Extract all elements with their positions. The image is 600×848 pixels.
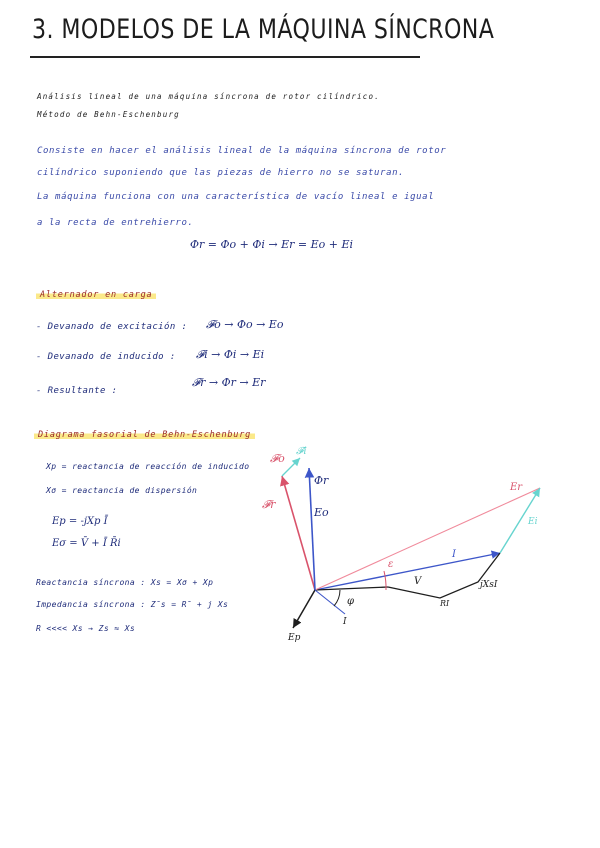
v-label: V <box>414 576 422 587</box>
eo-label: Eo <box>314 506 329 519</box>
ei-label: Ei <box>528 517 538 527</box>
sync-impedance: Impedancia síncrona : Z̄s = R̄ + j Xs <box>36 600 229 609</box>
body-line-4: a la recta de entrehierro. <box>37 218 194 228</box>
def-xsigma: Xσ = reactancia de dispersión <box>46 486 198 495</box>
i-phasor <box>315 590 345 614</box>
epsilon-label: ε <box>388 559 394 570</box>
phi-arc <box>334 590 340 606</box>
flux-equation: Φr = Φo + Φi → Er = Eo + Ei <box>190 238 353 251</box>
ep-label: Ep <box>288 633 301 643</box>
ri-label: RI <box>440 599 450 608</box>
excitation-label: - Devanado de excitación : <box>36 322 188 332</box>
body-line-3: La máquina funciona con una característica de vacío lineal e igual <box>37 192 435 202</box>
phir-label: Φr <box>314 474 329 487</box>
body-line-1: Consiste en hacer el análisis lineal de la máquina síncrona de rotor <box>37 146 447 156</box>
body-line-2: cilíndrico suponiendo que las piezas de hierro no se saturan. <box>37 168 405 178</box>
i-label: I <box>343 617 347 627</box>
fi-label: 𝓕i <box>296 446 307 457</box>
alternador-heading: Alternador en carga <box>36 290 156 300</box>
armature-relation: 𝓕i → Φi → Ei <box>196 348 265 361</box>
esigma-equation: Eσ = V̄ + Ī R̄i <box>52 538 121 549</box>
voltage-drop-path <box>388 553 500 598</box>
page-title: 3. MODELOS DE LA MÁQUINA SÍNCRONA <box>32 14 495 45</box>
resultant-label: - Resultante : <box>36 386 118 396</box>
fr-label: 𝓕r <box>262 498 276 511</box>
intro-line-2: Método de Behn-Eschenburg <box>37 110 180 119</box>
excitation-relation: 𝓕o → Φo → Eo <box>206 318 284 331</box>
er-phasor <box>315 488 540 590</box>
i-current-label: I <box>452 549 456 560</box>
jxsi-label: jXsI <box>480 580 498 590</box>
def-xp: Xp = reactancia de reacción de inducido <box>46 462 250 471</box>
armature-label: - Devanado de inducido : <box>36 352 176 362</box>
sync-approx: R <<<< Xs → Zs ≈ Xs <box>36 624 136 633</box>
ep-phasor <box>293 590 315 628</box>
sync-reactance: Reactancia síncrona : Xs = Xσ + Xp <box>36 578 214 587</box>
intro-line-1: Análisis lineal de una máquina síncrona de rotor cilíndrico. <box>37 92 380 101</box>
fo-label: 𝓕o <box>270 452 285 465</box>
er-label: Er <box>510 482 523 493</box>
resultant-relation: 𝓕r → Φr → Er <box>192 376 266 389</box>
ep-equation: Ep = -jXp Ī <box>52 516 108 527</box>
phi-label: φ <box>347 596 355 607</box>
diagrama-heading: Diagrama fasorial de Behn-Eschenburg <box>34 430 255 440</box>
